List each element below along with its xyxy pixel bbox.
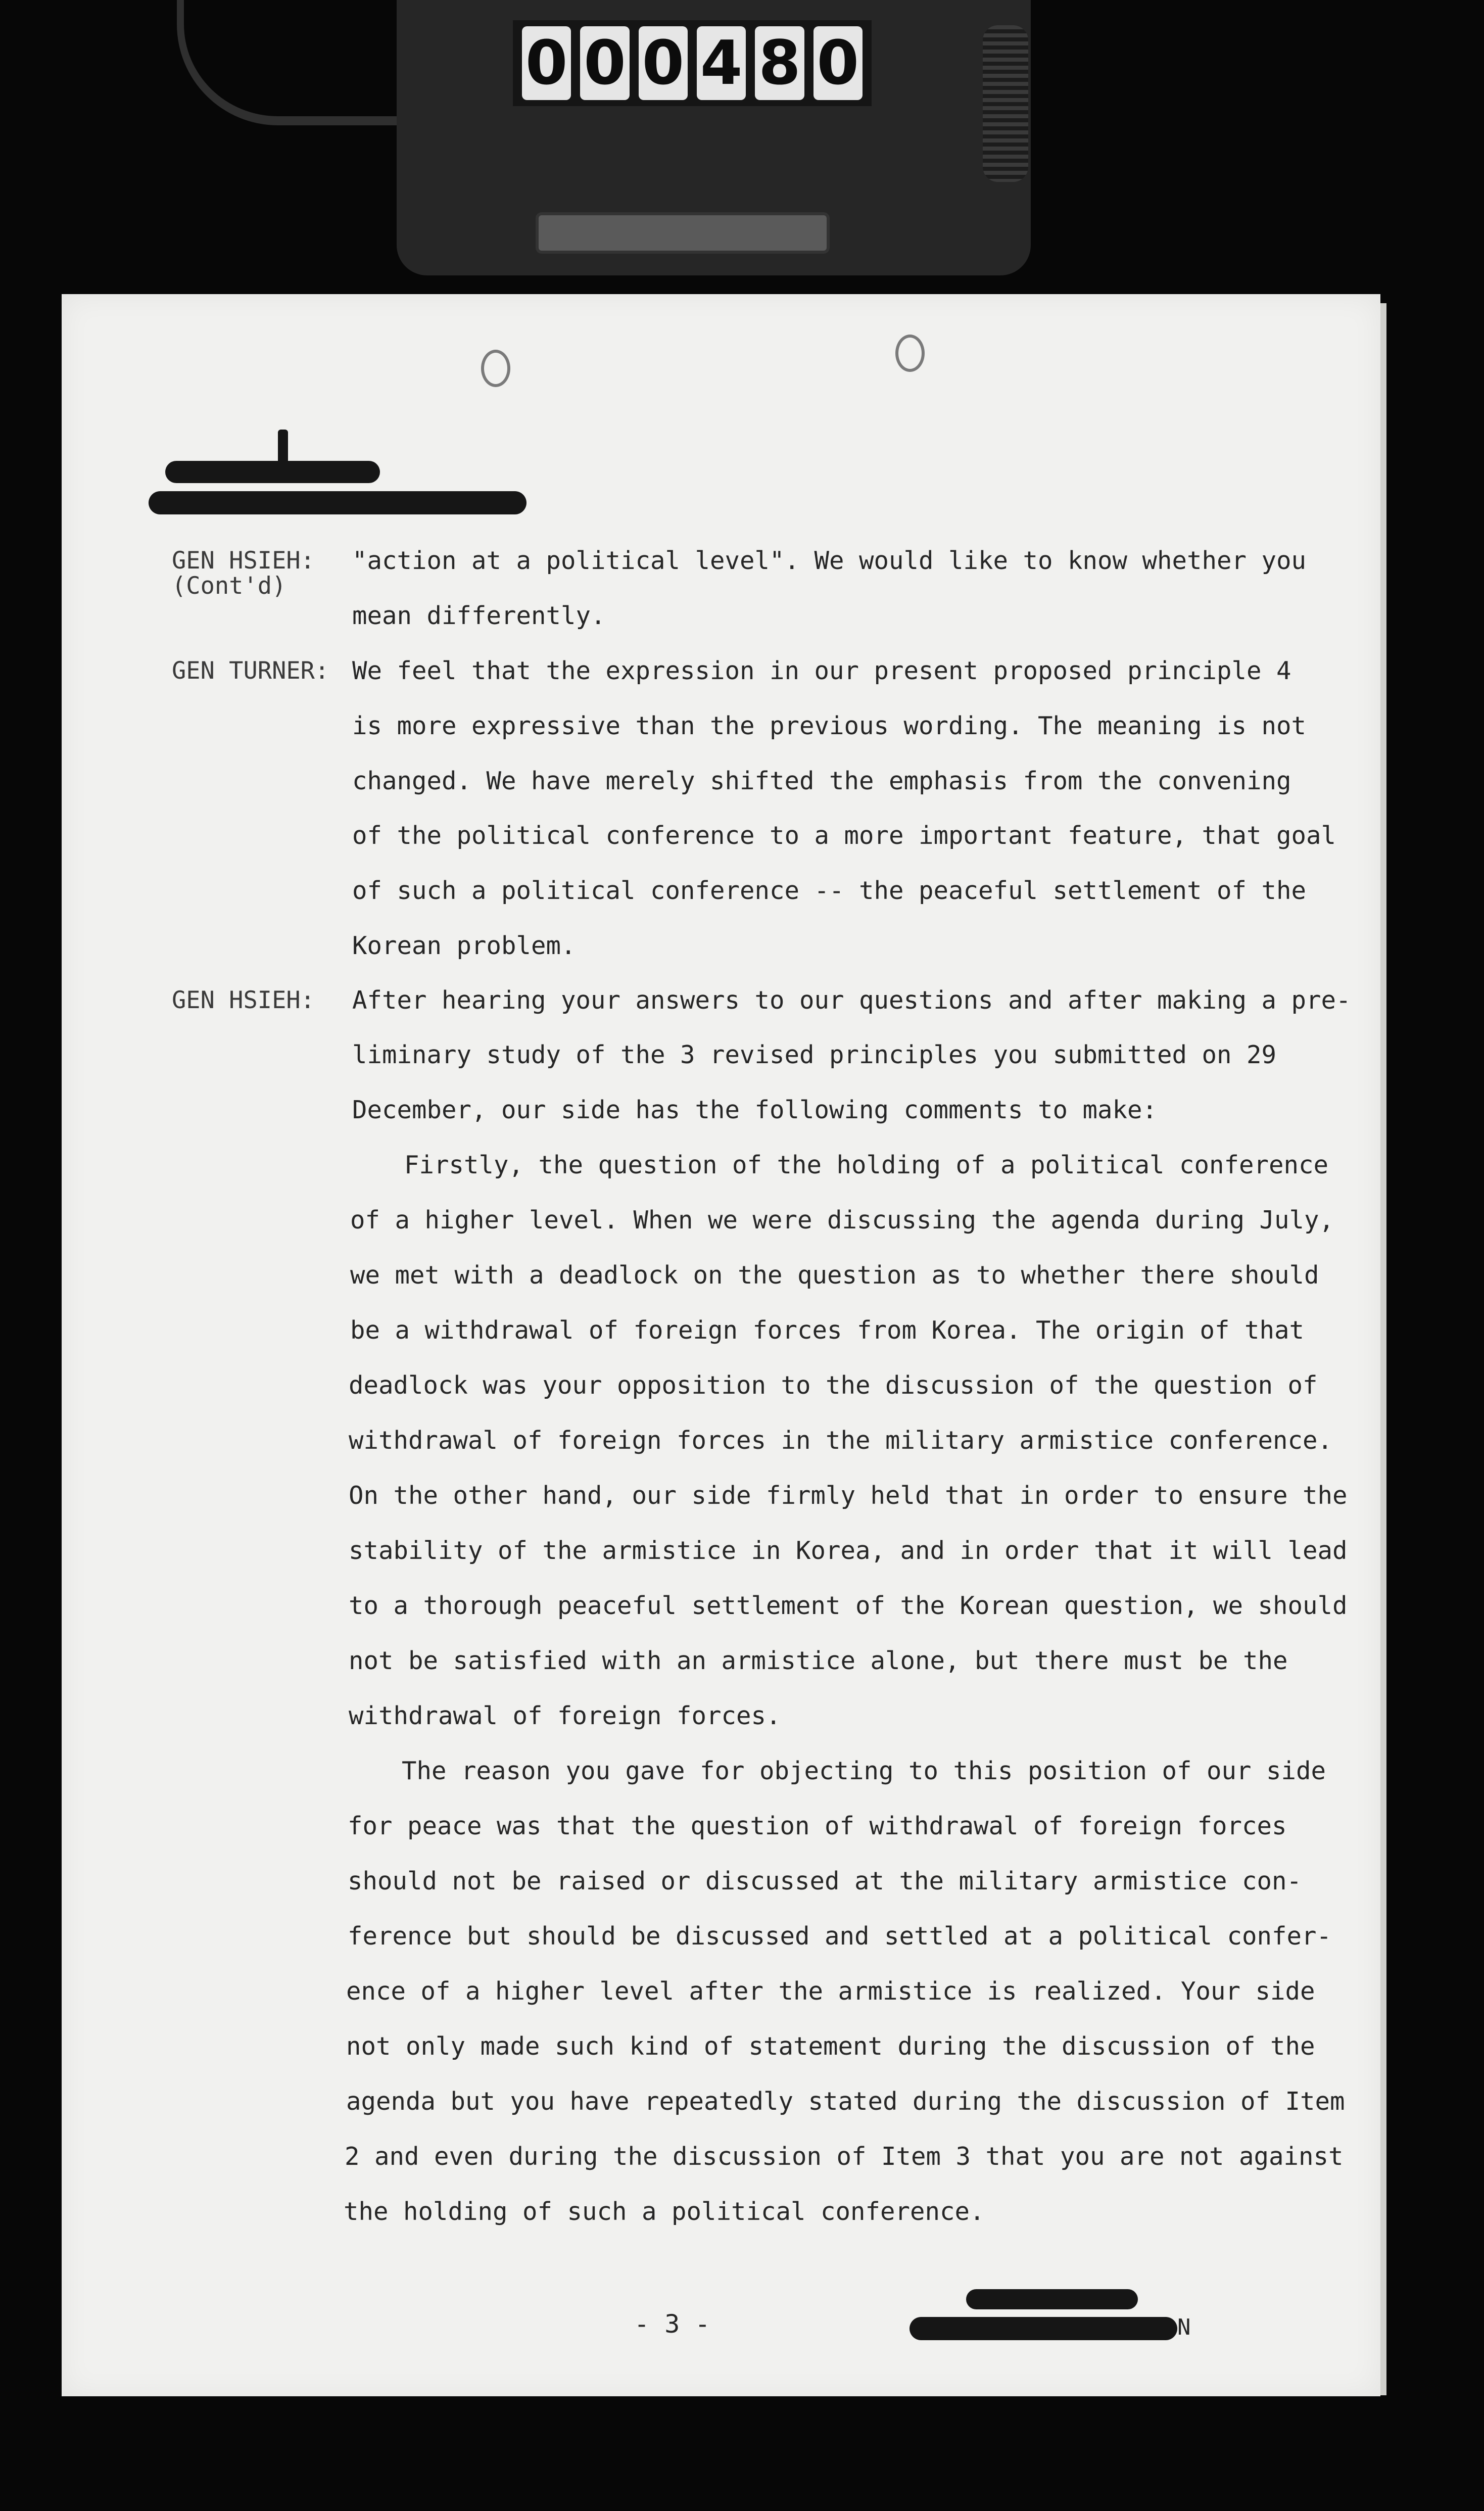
- transcript-line: 2 and even during the discussion of Item 3 that you are not against: [345, 2142, 1344, 2171]
- transcript-line: "action at a political level". We would like to know whether you: [352, 546, 1307, 575]
- transcript-line: withdrawal of foreign forces in the military armistice conference.: [349, 1426, 1333, 1455]
- transcript-line: stability of the armistice in Korea, and in order that it will lead: [349, 1536, 1348, 1565]
- transcript-line: December, our side has the following comments to make:: [352, 1096, 1158, 1124]
- counter-nameplate: [536, 212, 830, 254]
- transcript-line: Firstly, the question of the holding of a political conference: [404, 1151, 1329, 1179]
- classification-redaction: [278, 430, 288, 470]
- transcript-line: On the other hand, our side firmly held that in order to ensure the: [349, 1481, 1348, 1510]
- transcript-line: ence of a higher level after the armistice is realized. Your side: [346, 1977, 1315, 2006]
- transcript-line: We feel that the expression in our present proposed principle 4: [352, 656, 1291, 685]
- counter-digit: 0: [639, 26, 688, 100]
- transcript-line: of such a political conference -- the peaceful settlement of the: [352, 876, 1307, 905]
- transcript-line: is more expressive than the previous wording. The meaning is not: [352, 712, 1307, 740]
- speaker-label: GEN HSIEH:: [172, 986, 315, 1014]
- counter-digit: 0: [813, 26, 863, 100]
- transcript-line: not be satisfied with an armistice alone, but there must be the: [349, 1646, 1288, 1675]
- transcript-line: to a thorough peaceful settlement of the Korean question, we should: [349, 1591, 1348, 1620]
- classification-redaction: [165, 461, 380, 483]
- transcript-line: agenda but you have repeatedly stated during the discussion of Item: [346, 2087, 1345, 2116]
- transcript-line: we met with a deadlock on the question as to whether there should: [350, 1261, 1319, 1290]
- transcript-line: ference but should be discussed and settled at a political confer-: [348, 1922, 1332, 1951]
- counter-digit: 8: [755, 26, 804, 100]
- counter-digit: 4: [697, 26, 746, 100]
- transcript-line: for peace was that the question of withdrawal of foreign forces: [348, 1812, 1287, 1840]
- counter-digit: 0: [522, 26, 571, 100]
- transcript-line: Korean problem.: [352, 931, 576, 960]
- page-number: - 3 -: [634, 2309, 710, 2339]
- speaker-label: GEN HSIEH:: [172, 547, 315, 575]
- counter-digit: 0: [580, 26, 629, 100]
- frame-counter: [513, 20, 872, 106]
- page-edge: [1380, 303, 1386, 2395]
- transcript-line: liminary study of the 3 revised principles you submitted on 29: [352, 1040, 1277, 1069]
- classification-redaction: [966, 2289, 1138, 2309]
- counter-knob: [983, 25, 1028, 182]
- transcript-line: mean differently.: [352, 601, 606, 630]
- transcript-line: changed. We have merely shifted the emphasis from the convening: [352, 767, 1291, 795]
- transcript-line: the holding of such a political conference.: [344, 2197, 985, 2226]
- transcript-line: The reason you gave for objecting to this position of our side: [402, 1757, 1326, 1785]
- classification-tail: N: [1177, 2314, 1191, 2340]
- punch-hole: [481, 350, 510, 387]
- transcript-line: should not be raised or discussed at the military armistice con-: [348, 1867, 1302, 1896]
- continued-note: (Cont'd): [172, 572, 286, 600]
- punch-hole: [895, 335, 925, 372]
- transcript-line: be a withdrawal of foreign forces from Korea. The origin of that: [350, 1316, 1305, 1345]
- speaker-label: GEN TURNER:: [172, 657, 329, 685]
- camera-cable: [177, 0, 421, 125]
- classification-redaction: [909, 2317, 1177, 2340]
- transcript-line: After hearing your answers to our questions and after making a pre-: [352, 986, 1351, 1015]
- classification-redaction: [149, 491, 526, 514]
- transcript-line: of the political conference to a more important feature, that goal: [352, 821, 1336, 850]
- transcript-line: withdrawal of foreign forces.: [349, 1701, 781, 1730]
- transcript-line: not only made such kind of statement during the discussion of the: [346, 2032, 1315, 2061]
- transcript-line: deadlock was your opposition to the discussion of the question of: [349, 1371, 1318, 1400]
- transcript-line: of a higher level. When we were discussing the agenda during July,: [350, 1206, 1334, 1235]
